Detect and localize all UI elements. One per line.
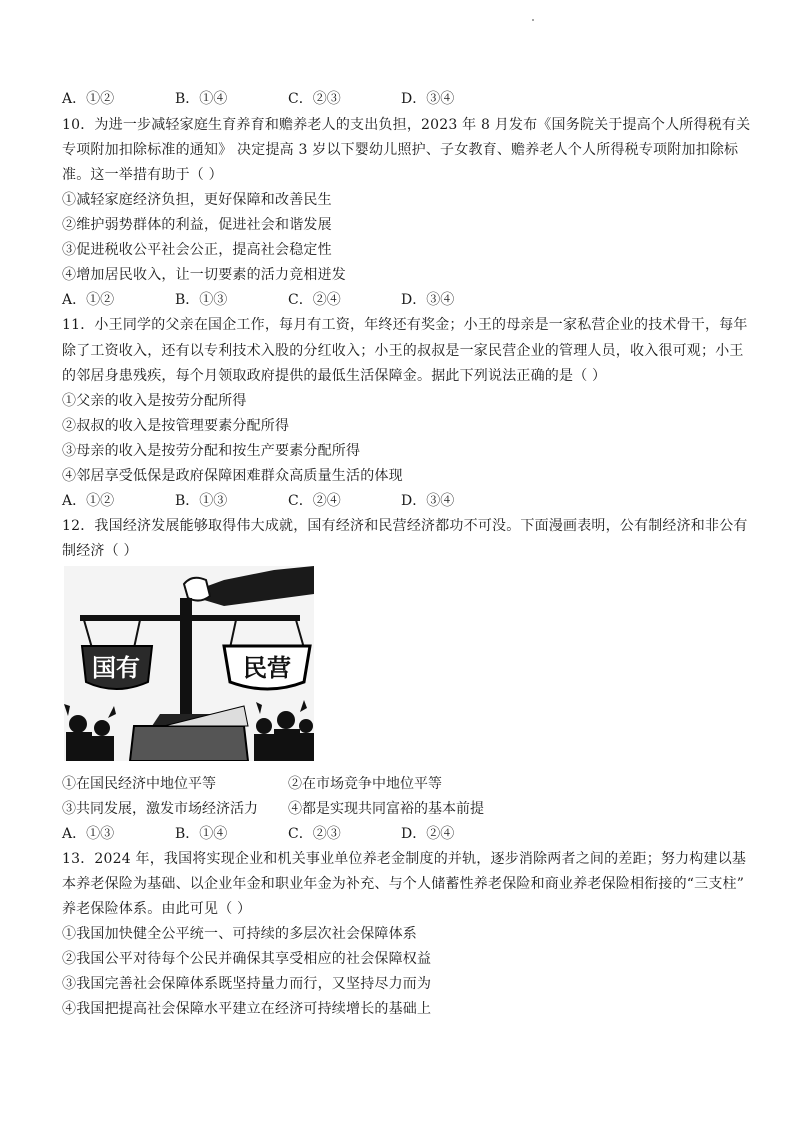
q10-statement-2: ②维护弱势群体的利益，促进社会和谐发展 xyxy=(62,217,332,233)
scan-speck xyxy=(532,19,534,21)
q9-option-d: D．③④ xyxy=(401,91,455,107)
q10-stem-line-2: 专项附加扣除标准的通知》 决定提高 3 岁以下婴幼儿照护、子女教育、赡养老人个人所得税专项附加扣除标 xyxy=(62,142,739,158)
q11-statement-2: ②叔叔的收入是按管理要素分配所得 xyxy=(62,418,290,434)
q10-statement-1: ①减轻家庭经济负担，更好保障和改善民生 xyxy=(62,192,332,208)
q12-statement-1: ①在国民经济中地位平等 xyxy=(62,776,216,792)
q10-option-d: D．③④ xyxy=(401,292,455,308)
q12-stem-line-1: 12．我国经济发展能够取得伟大成就，国有经济和民营经济都功不可没。下面漫画表明，公有制经济和非公有 xyxy=(62,518,748,534)
q13-statement-4: ④我国把提高社会保障水平建立在经济可持续增长的基础上 xyxy=(62,1001,432,1017)
balance-scale-cartoon xyxy=(64,566,314,761)
q10-options xyxy=(62,290,742,310)
q12-statement-2: ②在市场竞争中地位平等 xyxy=(288,776,442,792)
q11-option-d: D．③④ xyxy=(401,493,455,509)
left-pan-label: 国有 xyxy=(92,654,140,682)
podium xyxy=(130,726,248,761)
q9-option-b: B．①④ xyxy=(175,91,228,107)
q12-stem-line-2: 制经济（ ） xyxy=(62,543,138,559)
q10-stem-line-3: 准。这一举措有助于（ ） xyxy=(62,167,223,183)
q10-statement-3: ③促进税收公平社会公正，提高社会稳定性 xyxy=(62,242,332,258)
q12-option-d: D．②④ xyxy=(401,826,455,842)
q11-option-b: B．①③ xyxy=(175,493,228,509)
q13-statement-1: ①我国加快健全公平统一、可持续的多层次社会保障体系 xyxy=(62,926,417,942)
q13-stem-line-1: 13．2024 年，我国将实现企业和机关事业单位养老金制度的并轨，逐步消除两者之间的差距；努力构建以基 xyxy=(62,851,747,867)
q9-option-c: C．②③ xyxy=(288,91,341,107)
q10-option-a: A．①② xyxy=(62,292,115,308)
q9-option-a: A．①② xyxy=(62,91,115,107)
q12-option-a: A．①③ xyxy=(62,826,115,842)
q12-options xyxy=(62,824,742,844)
q10-option-b: B．①③ xyxy=(175,292,228,308)
right-pan-label: 民营 xyxy=(243,654,291,682)
q11-options xyxy=(62,491,742,511)
q12-statement-4: ④都是实现共同富裕的基本前提 xyxy=(288,801,484,817)
q12-statement-3: ③共同发展，激发市场经济活力 xyxy=(62,801,258,817)
q11-option-c: C．②④ xyxy=(288,493,341,509)
q13-stem-line-3: 养老保险体系。由此可见（ ） xyxy=(62,901,252,917)
scale-pillar xyxy=(180,598,192,714)
q12-option-b: B．①④ xyxy=(175,826,228,842)
q13-stem-line-2: 本养老保险为基础、以企业年金和职业年金为补充、与个人储蓄性养老保险和商业养老保险相衔接的“三支柱” xyxy=(62,876,745,892)
q10-option-c: C．②④ xyxy=(288,292,341,308)
q11-stem-line-1: 11．小王同学的父亲在国企工作，每月有工资，年终还有奖金；小王的母亲是一家私营企业的技术骨干，每年 xyxy=(62,317,748,333)
q11-statement-4: ④邻居享受低保是政府保障困难群众高质量生活的体现 xyxy=(62,468,403,484)
q13-statement-2: ②我国公平对待每个公民并确保其享受相应的社会保障权益 xyxy=(62,951,432,967)
q10-stem-line-1: 10．为进一步减轻家庭生育养育和赡养老人的支出负担，2023 年 8 月发布《国务院关于提高个人所得税有关 xyxy=(62,117,751,133)
q11-stem-line-2: 除了工资收入，还有以专利技术入股的分红收入；小王的叔叔是一家民营企业的管理人员，收入很可观；小王 xyxy=(62,343,744,359)
hand-icon xyxy=(184,578,210,601)
q13-statement-3: ③我国完善社会保障体系既坚持量力而行，又坚持尽力而为 xyxy=(62,976,432,992)
q11-statement-3: ③母亲的收入是按劳分配和按生产要素分配所得 xyxy=(62,443,361,459)
q11-stem-line-3: 的邻居身患残疾，每个月领取政府提供的最低生活保障金。据此下列说法正确的是（ ） xyxy=(62,368,607,384)
q10-statement-4: ④增加居民收入，让一切要素的活力竞相迸发 xyxy=(62,267,346,283)
q12-option-c: C．②③ xyxy=(288,826,341,842)
q11-statement-1: ①父亲的收入是按劳分配所得 xyxy=(62,393,247,409)
q9-options xyxy=(62,89,742,109)
q11-option-a: A．①② xyxy=(62,493,115,509)
